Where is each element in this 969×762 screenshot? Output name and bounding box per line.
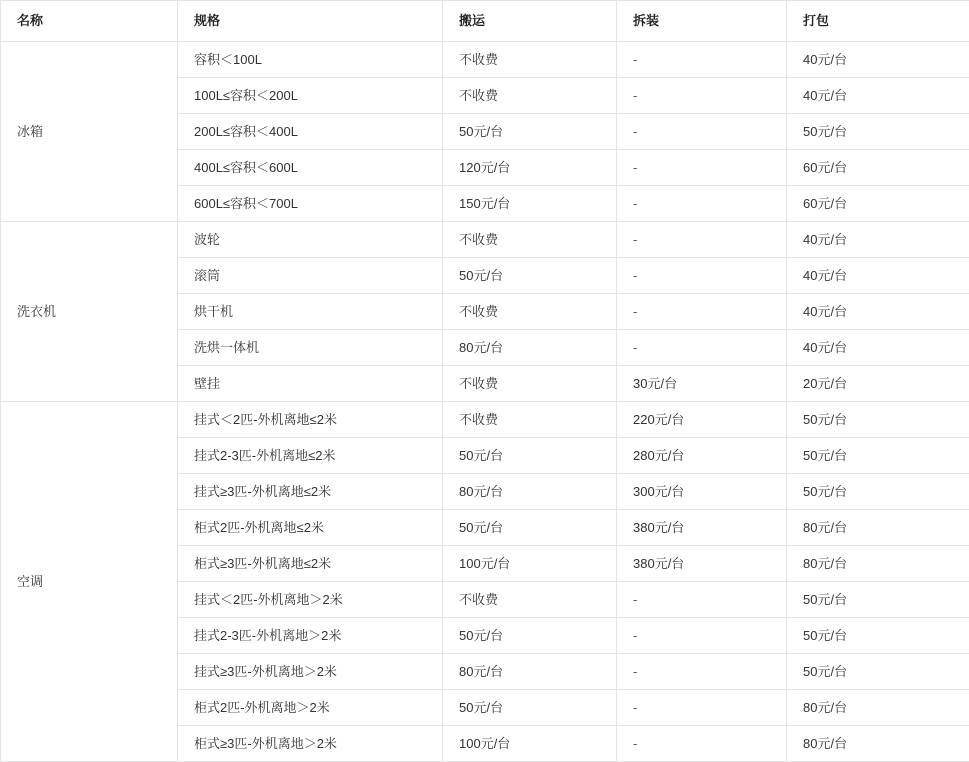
table-row xyxy=(1,222,969,258)
table-row xyxy=(1,42,969,78)
move-fee-cell: 不收费 xyxy=(443,402,617,438)
move-fee-cell: 120元/台 xyxy=(443,150,617,186)
column-header-spec: 规格 xyxy=(178,1,443,42)
disassemble-fee-cell: - xyxy=(617,654,787,690)
spec-cell: 柜式2匹-外机离地＞2米 xyxy=(178,690,443,726)
disassemble-fee-cell: - xyxy=(617,582,787,618)
move-fee-cell: 不收费 xyxy=(443,78,617,114)
pack-fee-cell: 80元/台 xyxy=(787,546,969,582)
spec-cell: 400L≤容积＜600L xyxy=(178,150,443,186)
spec-cell: 柜式≥3匹-外机离地＞2米 xyxy=(178,726,443,762)
spec-cell: 壁挂 xyxy=(178,366,443,402)
disassemble-fee-cell: - xyxy=(617,150,787,186)
disassemble-fee-cell: - xyxy=(617,618,787,654)
pack-fee-cell: 40元/台 xyxy=(787,330,969,366)
disassemble-fee-cell: 380元/台 xyxy=(617,546,787,582)
disassemble-fee-cell: - xyxy=(617,114,787,150)
pack-fee-cell: 40元/台 xyxy=(787,42,969,78)
move-fee-cell: 不收费 xyxy=(443,582,617,618)
move-fee-cell: 不收费 xyxy=(443,366,617,402)
move-fee-cell: 50元/台 xyxy=(443,618,617,654)
move-fee-cell: 80元/台 xyxy=(443,330,617,366)
pack-fee-cell: 80元/台 xyxy=(787,510,969,546)
move-fee-cell: 50元/台 xyxy=(443,690,617,726)
table-header-row xyxy=(1,1,969,42)
move-fee-cell: 50元/台 xyxy=(443,114,617,150)
pack-fee-cell: 50元/台 xyxy=(787,474,969,510)
pack-fee-cell: 50元/台 xyxy=(787,438,969,474)
move-fee-cell: 80元/台 xyxy=(443,474,617,510)
disassemble-fee-cell: - xyxy=(617,294,787,330)
pack-fee-cell: 80元/台 xyxy=(787,690,969,726)
table-row xyxy=(1,402,969,438)
table-body xyxy=(1,42,969,762)
spec-cell: 柜式2匹-外机离地≤2米 xyxy=(178,510,443,546)
disassemble-fee-cell: 300元/台 xyxy=(617,474,787,510)
pack-fee-cell: 60元/台 xyxy=(787,186,969,222)
spec-cell: 滚筒 xyxy=(178,258,443,294)
table-header xyxy=(1,1,969,42)
pack-fee-cell: 50元/台 xyxy=(787,402,969,438)
column-header-move: 搬运 xyxy=(443,1,617,42)
spec-cell: 烘干机 xyxy=(178,294,443,330)
pack-fee-cell: 50元/台 xyxy=(787,618,969,654)
pack-fee-cell: 40元/台 xyxy=(787,258,969,294)
disassemble-fee-cell: - xyxy=(617,726,787,762)
pack-fee-cell: 50元/台 xyxy=(787,582,969,618)
column-header-pack: 打包 xyxy=(787,1,969,42)
move-fee-cell: 100元/台 xyxy=(443,726,617,762)
spec-cell: 挂式＜2匹-外机离地＞2米 xyxy=(178,582,443,618)
spec-cell: 洗烘一体机 xyxy=(178,330,443,366)
spec-cell: 容积＜100L xyxy=(178,42,443,78)
disassemble-fee-cell: - xyxy=(617,222,787,258)
spec-cell: 600L≤容积＜700L xyxy=(178,186,443,222)
pack-fee-cell: 50元/台 xyxy=(787,114,969,150)
category-cell: 洗衣机 xyxy=(1,222,178,402)
pack-fee-cell: 40元/台 xyxy=(787,222,969,258)
move-fee-cell: 80元/台 xyxy=(443,654,617,690)
disassemble-fee-cell: - xyxy=(617,186,787,222)
move-fee-cell: 不收费 xyxy=(443,294,617,330)
column-header-disassemble: 拆装 xyxy=(617,1,787,42)
move-fee-cell: 50元/台 xyxy=(443,258,617,294)
move-fee-cell: 50元/台 xyxy=(443,510,617,546)
pack-fee-cell: 80元/台 xyxy=(787,726,969,762)
spec-cell: 挂式＜2匹-外机离地≤2米 xyxy=(178,402,443,438)
pack-fee-cell: 50元/台 xyxy=(787,654,969,690)
pack-fee-cell: 20元/台 xyxy=(787,366,969,402)
disassemble-fee-cell: 30元/台 xyxy=(617,366,787,402)
disassemble-fee-cell: 220元/台 xyxy=(617,402,787,438)
move-fee-cell: 不收费 xyxy=(443,222,617,258)
pack-fee-cell: 40元/台 xyxy=(787,78,969,114)
pack-fee-cell: 60元/台 xyxy=(787,150,969,186)
spec-cell: 波轮 xyxy=(178,222,443,258)
column-header-name: 名称 xyxy=(1,1,178,42)
pack-fee-cell: 40元/台 xyxy=(787,294,969,330)
spec-cell: 200L≤容积＜400L xyxy=(178,114,443,150)
spec-cell: 挂式2-3匹-外机离地＞2米 xyxy=(178,618,443,654)
disassemble-fee-cell: - xyxy=(617,330,787,366)
spec-cell: 挂式2-3匹-外机离地≤2米 xyxy=(178,438,443,474)
disassemble-fee-cell: - xyxy=(617,690,787,726)
disassemble-fee-cell: - xyxy=(617,42,787,78)
disassemble-fee-cell: - xyxy=(617,258,787,294)
spec-cell: 挂式≥3匹-外机离地＞2米 xyxy=(178,654,443,690)
spec-cell: 挂式≥3匹-外机离地≤2米 xyxy=(178,474,443,510)
move-fee-cell: 100元/台 xyxy=(443,546,617,582)
category-cell: 冰箱 xyxy=(1,42,178,222)
spec-cell: 柜式≥3匹-外机离地≤2米 xyxy=(178,546,443,582)
spec-cell: 100L≤容积＜200L xyxy=(178,78,443,114)
move-fee-cell: 50元/台 xyxy=(443,438,617,474)
disassemble-fee-cell: - xyxy=(617,78,787,114)
disassemble-fee-cell: 380元/台 xyxy=(617,510,787,546)
move-fee-cell: 不收费 xyxy=(443,42,617,78)
disassemble-fee-cell: 280元/台 xyxy=(617,438,787,474)
move-fee-cell: 150元/台 xyxy=(443,186,617,222)
category-cell: 空调 xyxy=(1,402,178,762)
